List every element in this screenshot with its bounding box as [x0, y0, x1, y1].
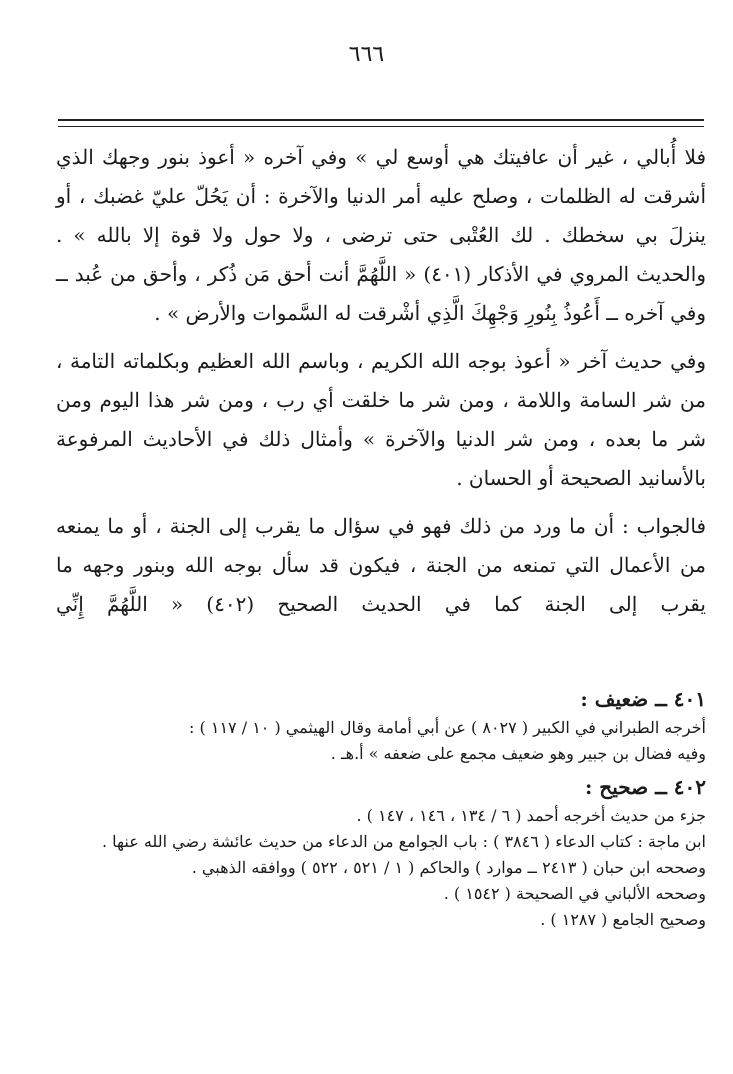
- footnote-line: وفيه فضال بن جبير وهو ضعيف مجمع على ضعفه » أ.هـ .: [330, 744, 706, 763]
- footnote-heading: ٤٠١ ــ ضعيف :: [580, 687, 706, 711]
- footnote-line: وصححه ابن حبان ( ٢٤١٣ ــ موارد ) والحاكم ( ١ / ٥٢١ ، ٥٢٢ ) ووافقه الذهبي .: [191, 858, 706, 877]
- footnote-line: جزء من حديث أخرجه أحمد ( ٦ / ١٣٤ ، ١٤٦ ، ١٤٧ ) .: [356, 806, 706, 825]
- footnote-line: وصحيح الجامع ( ١٢٨٧ ) .: [540, 910, 706, 929]
- paragraph-1: فلا أُبالي ، غير أن عافيتك هي أوسع لي » وفي آخره « أعوذ بنور وجهك الذي أشرقت له الظلمات ، وصلح عليه أمر الدنيا والآخرة : أن يَحُلّ عليّ غضبك ، أو ينزلَ بي سخطك . لك العُتْبى حتى ترضى ، ولا حول ولا قوة إلا بالله » . والحديث المروي في الأذكار (٤٠١) « اللَّهُمَّ أنت أحق مَن ذُكر ، وأحق من عُبد ــ وفي آخره ــ أَعُوذُ بِنُورِ وَجْهِكَ الَّذِي أشْرقت له السَّموات والأرض » .: [56, 145, 706, 325]
- footnotes: [56, 683, 706, 933]
- footnote-heading: ٤٠٢ ــ صحيح :: [584, 775, 706, 799]
- header-rule: [58, 119, 704, 127]
- footnote-401: [56, 683, 706, 767]
- footnote-line: ابن ماجة : كتاب الدعاء ( ٣٨٤٦ ) : باب الجوامع من الدعاء من حديث عائشة رضي الله عنها .: [101, 832, 706, 851]
- footnote-line: وصححه الألباني في الصحيحة ( ١٥٤٢ ) .: [443, 884, 706, 903]
- footnote-402: [56, 771, 706, 933]
- page-number: ٦٦٦: [348, 42, 385, 67]
- paragraph-2: وفي حديث آخر « أعوذ بوجه الله الكريم ، وباسم الله العظيم وبكلماته التامة ، من شر السامة واللامة ، ومن شر ما خلقت أي رب ، ومن شر هذا اليوم ومن شر ما بعده ، ومن شر الدنيا والآخرة » وأمثال ذلك في الأحاديث المرفوعة بالأسانيد الصحيحة أو الحسان .: [56, 349, 706, 490]
- footnote-line: أخرجه الطبراني في الكبير ( ٨٠٢٧ ) عن أبي أمامة وقال الهيثمي ( ١٠ / ١١٧ ) :: [189, 718, 706, 737]
- main-text: [56, 138, 706, 624]
- paragraph-3: فالجواب : أن ما ورد من ذلك فهو في سؤال ما يقرب إلى الجنة ، أو ما يمنعه من الأعمال التي تمنعه من الجنة ، فيكون قد سأل بوجه الله وبنور وجهه ما يقرب إلى الجنة كما في الحديث الصحيح (٤٠٢) « اللَّهُمَّ إِنِّي: [56, 514, 706, 616]
